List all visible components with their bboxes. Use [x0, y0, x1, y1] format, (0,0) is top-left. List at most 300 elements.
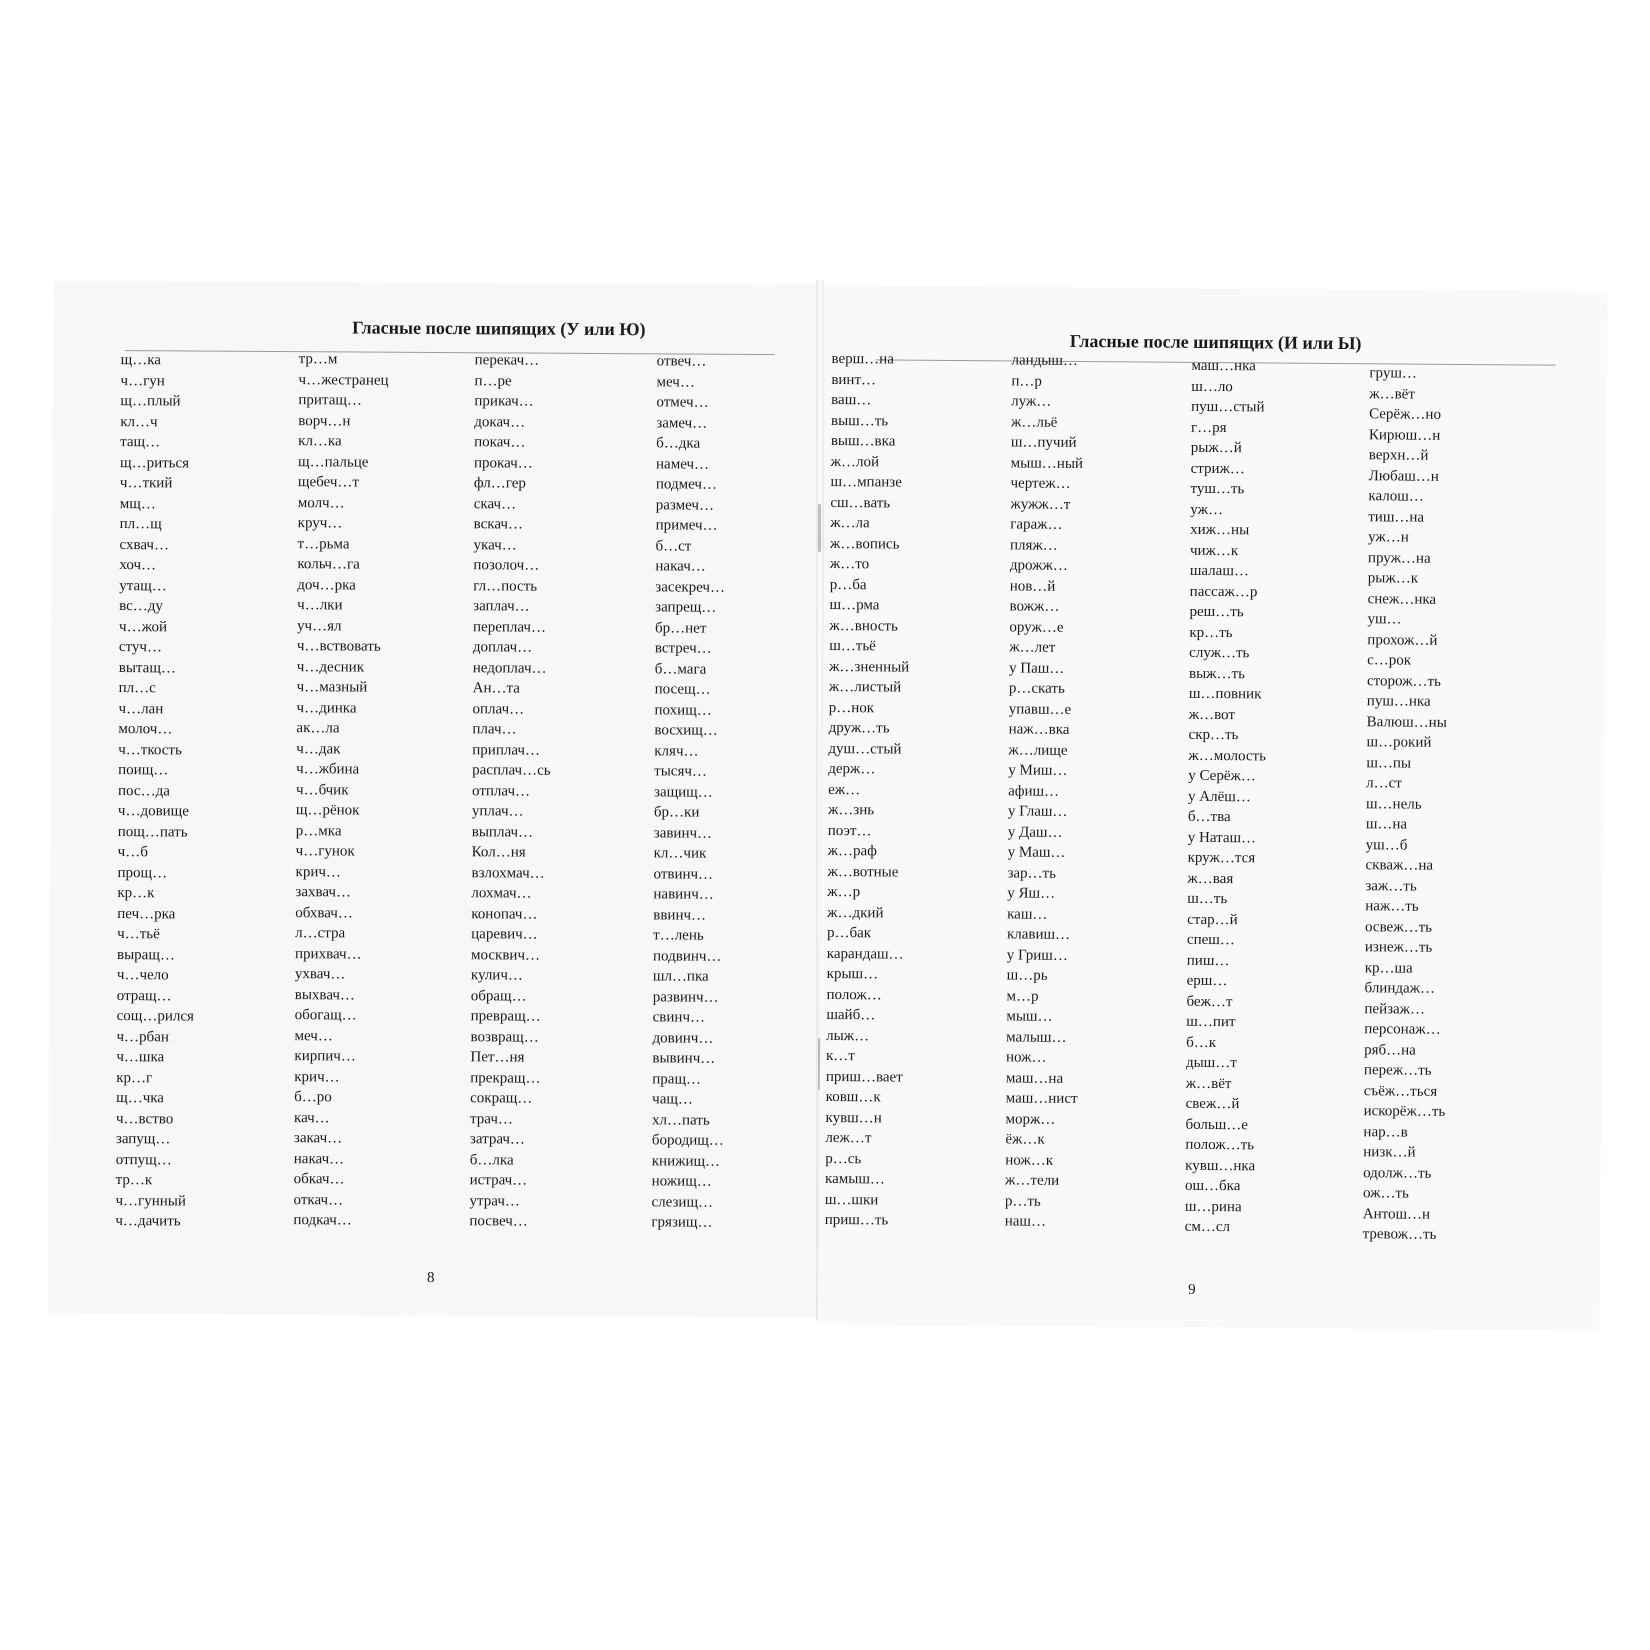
word-item: вскач…: [473, 516, 524, 533]
word-item: уш…: [1367, 611, 1402, 628]
word-item: хл…пать: [651, 1111, 710, 1129]
word-item: р…мка: [295, 822, 342, 839]
word-item: Валюш…ны: [1366, 713, 1447, 731]
word-item: рыж…й: [1190, 439, 1242, 457]
word-item: щ…плый: [120, 393, 181, 410]
word-item: пруж…на: [1367, 549, 1431, 567]
word-item: полож…: [826, 986, 882, 1003]
word-item: сш…вать: [830, 494, 891, 511]
word-item: винт…: [831, 371, 877, 388]
word-item: беж…т: [1186, 993, 1233, 1010]
word-item: р…нок: [828, 699, 875, 716]
word-item: хиж…ны: [1190, 521, 1250, 539]
word-item: тиш…на: [1368, 508, 1425, 526]
word-item: маш…на: [1005, 1069, 1064, 1087]
word-item: мщ…: [119, 495, 156, 512]
word-item: грязищ…: [651, 1214, 713, 1231]
word-item: царевич…: [471, 926, 538, 943]
word-item: выплач…: [471, 823, 534, 841]
word-item: туш…ть: [1190, 480, 1245, 498]
word-item: пос…да: [117, 782, 170, 799]
word-item: ножищ…: [651, 1173, 712, 1190]
word-item: у Глаш…: [1007, 803, 1068, 820]
word-item: низк…й: [1363, 1144, 1416, 1161]
word-item: навинч…: [653, 886, 714, 903]
word-item: стар…й: [1187, 911, 1238, 928]
word-item: лохмач…: [471, 885, 532, 902]
word-item: освеж…ть: [1365, 918, 1433, 936]
word-item: б…ст: [655, 537, 692, 555]
word-item: похищ…: [654, 701, 712, 719]
word-item: схвач…: [119, 536, 170, 553]
word-item: крыш…: [826, 965, 879, 983]
word-item: ряб…на: [1364, 1041, 1416, 1059]
word-item: позолоч…: [473, 557, 540, 574]
word-item: б…мага: [654, 660, 707, 678]
word-item: утащ…: [119, 577, 167, 594]
word-item: чертеж…: [1010, 475, 1071, 492]
word-item: ёж…к: [1005, 1131, 1045, 1148]
word-item: засекреч…: [655, 578, 726, 596]
word-item: щ…пальце: [298, 453, 369, 471]
word-item: укач…: [473, 536, 517, 553]
word-item: затрач…: [469, 1131, 526, 1148]
word-item: вожж…: [1009, 598, 1060, 615]
word-item: ж…лой: [830, 453, 880, 470]
word-item: служ…ть: [1189, 644, 1250, 662]
word-item: прихвач…: [295, 945, 362, 963]
page-number: 8: [427, 1269, 435, 1287]
word-item: кач…: [294, 1109, 330, 1126]
word-item: стуч…: [118, 639, 163, 656]
word-item: крич…: [294, 1068, 340, 1085]
page-number: 9: [1188, 1281, 1196, 1298]
word-item: вс…ду: [119, 598, 164, 615]
word-item: поищ…: [118, 762, 169, 779]
word-item: у Даш…: [1007, 823, 1063, 841]
word-item: р…ба: [829, 576, 867, 593]
word-item: подкач…: [293, 1212, 352, 1229]
word-item: сторож…ть: [1366, 672, 1441, 690]
word-item: шл…пка: [652, 968, 709, 985]
word-item: нов…й: [1009, 577, 1056, 595]
word-item: трач…: [469, 1110, 513, 1127]
word-item: ж…льё: [1010, 413, 1058, 431]
right-page: [818, 287, 1606, 1329]
word-item: полож…ть: [1185, 1136, 1255, 1154]
word-item: меч…: [294, 1027, 333, 1044]
word-item: у Наташ…: [1187, 829, 1257, 846]
word-column: [1363, 363, 1452, 1245]
word-item: развинч…: [652, 988, 719, 1006]
word-item: б…лка: [469, 1151, 514, 1168]
word-item: приш…ть: [824, 1211, 889, 1229]
word-item: ож…ть: [1362, 1185, 1409, 1202]
word-item: ш…нель: [1365, 795, 1422, 813]
word-item: ж…то: [829, 555, 870, 573]
word-item: ч…довище: [117, 803, 189, 820]
word-item: т…рьма: [297, 535, 350, 552]
word-item: ж…вность: [829, 617, 898, 635]
word-item: щебеч…т: [297, 474, 360, 491]
word-item: жужж…т: [1010, 495, 1071, 513]
word-item: ж…вотные: [827, 863, 899, 881]
word-item: искорёж…ть: [1363, 1103, 1446, 1120]
word-item: ввинч…: [653, 906, 707, 924]
word-item: ж…знь: [827, 801, 875, 819]
word-item: персонаж…: [1364, 1021, 1441, 1038]
word-item: притащ…: [298, 392, 362, 409]
word-item: ж…лет: [1009, 639, 1056, 656]
word-item: ворч…н: [298, 412, 351, 429]
word-item: наж…ть: [1365, 898, 1419, 915]
word-item: ч…вствовать: [296, 638, 381, 655]
word-item: одолж…ть: [1363, 1164, 1432, 1182]
word-item: отращ…: [116, 987, 172, 1004]
word-item: обращ…: [470, 987, 527, 1005]
word-item: прокач…: [474, 454, 533, 472]
word-item: завинч…: [653, 824, 713, 842]
word-item: ж…вёт: [1185, 1075, 1232, 1092]
word-item: ш…повник: [1188, 685, 1262, 703]
word-item: истрач…: [469, 1172, 528, 1189]
word-item: шайб…: [826, 1006, 876, 1024]
word-item: ч…рбан: [116, 1028, 169, 1045]
word-item: взлохмач…: [471, 864, 545, 882]
word-item: прощ…: [117, 864, 168, 881]
word-item: печ…рка: [117, 905, 176, 922]
word-item: ч…десник: [296, 658, 365, 676]
word-item: гараж…: [1010, 516, 1063, 533]
word-item: превращ…: [470, 1008, 541, 1025]
word-item: р…бак: [826, 924, 872, 942]
word-item: пляж…: [1009, 536, 1058, 554]
word-item: кл…ч: [120, 413, 158, 430]
word-item: бородищ…: [651, 1132, 724, 1149]
word-item: оплач…: [472, 700, 525, 718]
word-item: ж…молость: [1188, 747, 1267, 764]
word-item: ж…зненный: [829, 658, 910, 676]
word-item: ч…лки: [297, 597, 343, 614]
word-item: переплач…: [473, 618, 547, 636]
word-item: ш…рина: [1184, 1198, 1242, 1215]
word-item: восхищ…: [654, 722, 718, 739]
word-item: ч…динка: [296, 699, 357, 717]
word-item: г…ря: [1190, 419, 1227, 436]
word-item: маш…нка: [1191, 357, 1256, 375]
word-item: ч…тьё: [117, 926, 160, 943]
word-item: щ…ка: [120, 352, 162, 369]
word-item: кл…ка: [298, 433, 342, 450]
word-item: вытащ…: [118, 659, 176, 676]
word-item: рыж…к: [1367, 570, 1419, 587]
word-item: кр…г: [116, 1069, 153, 1086]
word-item: хоч…: [119, 557, 157, 574]
word-item: душ…стый: [828, 740, 902, 758]
word-item: выш…вка: [830, 432, 896, 450]
word-item: маш…нист: [1005, 1090, 1078, 1107]
word-item: круж…тся: [1187, 849, 1256, 867]
word-column: [293, 349, 388, 1231]
word-item: конопач…: [471, 905, 538, 923]
word-item: еж…: [828, 781, 861, 798]
word-item: заплач…: [473, 598, 530, 615]
word-item: пл…щ: [119, 516, 162, 533]
word-item: ч…шка: [116, 1049, 165, 1066]
word-item: накач…: [293, 1150, 345, 1167]
word-item: спеш…: [1186, 931, 1235, 949]
word-item: ковш…к: [825, 1088, 881, 1106]
word-item: ш…ло: [1191, 378, 1233, 395]
word-item: ландыш…: [1011, 352, 1079, 369]
word-item: шалаш…: [1189, 562, 1249, 580]
word-item: дрожж…: [1009, 557, 1068, 574]
word-item: довинч…: [652, 1029, 714, 1047]
word-item: книжищ…: [651, 1152, 721, 1170]
word-item: ш…мпанзе: [830, 473, 902, 491]
word-item: см…сл: [1184, 1218, 1231, 1236]
word-item: ж…тели: [1005, 1172, 1060, 1189]
word-item: кулич…: [470, 967, 523, 984]
word-item: недоплач…: [472, 659, 547, 677]
word-item: калош…: [1368, 488, 1424, 505]
word-item: запущ…: [115, 1131, 171, 1148]
word-item: подмеч…: [655, 476, 718, 493]
word-item: л…ст: [1366, 775, 1402, 792]
word-item: ак…ла: [296, 720, 340, 737]
word-item: съёж…ться: [1363, 1082, 1438, 1100]
word-item: малыш…: [1006, 1028, 1067, 1046]
word-item: приш…вает: [825, 1068, 903, 1086]
word-item: снеж…нка: [1367, 590, 1437, 608]
word-item: Антош…н: [1362, 1205, 1431, 1223]
word-item: б…дка: [656, 435, 701, 452]
word-item: обогащ…: [294, 1007, 357, 1024]
word-item: у Миш…: [1008, 762, 1068, 779]
word-item: кувш…нка: [1185, 1157, 1256, 1174]
word-item: Любаш…н: [1368, 467, 1439, 485]
word-item: отпущ…: [115, 1151, 172, 1168]
word-item: прохож…й: [1367, 631, 1438, 649]
word-item: ш…пит: [1186, 1013, 1236, 1031]
word-item: уч…ял: [297, 617, 342, 634]
word-item: молоч…: [118, 721, 173, 738]
word-item: Кол…ня: [471, 844, 526, 861]
word-item: ш…на: [1365, 816, 1408, 833]
word-item: лыж…: [826, 1027, 870, 1044]
word-item: бр…ки: [653, 804, 700, 821]
word-item: сокращ…: [470, 1090, 533, 1107]
word-item: молч…: [297, 494, 345, 511]
word-item: ж…р: [827, 883, 861, 901]
word-item: ж…раф: [827, 842, 877, 860]
word-item: накач…: [655, 558, 706, 575]
word-item: ч…жбина: [296, 761, 360, 778]
word-item: ж…лище: [1008, 741, 1068, 759]
word-item: запрещ…: [655, 599, 717, 616]
word-item: докач…: [474, 413, 526, 431]
word-item: плач…: [472, 721, 517, 738]
word-column: [651, 351, 728, 1233]
word-item: верхн…й: [1368, 447, 1429, 464]
word-item: пуш…стый: [1191, 398, 1265, 416]
word-item: ч…бчик: [296, 781, 349, 798]
word-item: тащ…: [120, 434, 161, 451]
word-item: ч…жестранец: [298, 371, 389, 389]
word-item: р…скать: [1008, 680, 1065, 697]
word-item: ч…дак: [296, 740, 341, 757]
word-item: у Серёж…: [1188, 767, 1256, 785]
word-item: уш…б: [1365, 836, 1408, 854]
word-item: крич…: [295, 863, 341, 880]
word-item: защищ…: [653, 783, 713, 801]
word-item: москвич…: [471, 946, 541, 964]
word-item: пощ…пать: [117, 823, 188, 840]
word-item: скач…: [473, 495, 517, 512]
word-item: у Паш…: [1009, 659, 1065, 677]
word-item: ч…лан: [118, 700, 164, 717]
word-item: пращ…: [652, 1070, 702, 1088]
word-item: отвинч…: [653, 865, 714, 883]
word-item: посещ…: [654, 681, 711, 698]
word-item: ч…б: [117, 844, 148, 861]
word-item: прикач…: [474, 393, 534, 410]
word-item: б…к: [1186, 1034, 1217, 1051]
word-item: реш…ть: [1189, 603, 1244, 621]
word-item: оруж…е: [1009, 618, 1064, 636]
word-item: нар…в: [1363, 1123, 1408, 1141]
word-item: отвеч…: [656, 353, 707, 370]
word-item: дыш…т: [1185, 1054, 1237, 1072]
word-item: ш…ть: [1187, 890, 1228, 908]
word-item: луж…: [1011, 393, 1052, 410]
word-item: сощ…рился: [116, 1008, 194, 1025]
word-item: ш…пы: [1366, 754, 1412, 772]
word-item: б…тва: [1187, 808, 1231, 826]
word-item: ч…гунный: [115, 1192, 186, 1209]
word-item: выращ…: [116, 946, 175, 963]
word-item: кувш…н: [825, 1109, 882, 1126]
word-item: выхвач…: [294, 986, 356, 1004]
word-item: доплач…: [472, 639, 533, 656]
word-item: выж…ть: [1188, 665, 1246, 682]
word-item: посвеч…: [469, 1213, 528, 1230]
word-column: [469, 350, 553, 1232]
word-item: скр…ть: [1188, 726, 1239, 744]
word-column: [1185, 356, 1269, 1238]
word-item: кр…ша: [1364, 959, 1413, 977]
word-item: пиш…: [1186, 952, 1230, 969]
word-item: тр…м: [298, 351, 338, 368]
word-item: ш…шки: [824, 1191, 879, 1208]
word-item: ч…ткость: [118, 741, 182, 758]
word-item: кольч…га: [297, 556, 360, 573]
word-column: [825, 349, 912, 1231]
word-item: р…ть: [1004, 1192, 1041, 1210]
word-item: ж…вая: [1187, 870, 1234, 887]
word-item: каш…: [1007, 905, 1048, 923]
word-item: захвач…: [295, 884, 352, 901]
word-item: ш…тьё: [829, 637, 876, 655]
word-item: покач…: [474, 434, 526, 451]
word-item: карандаш…: [826, 945, 904, 963]
word-item: уж…: [1190, 501, 1224, 518]
word-item: ваш…: [831, 391, 872, 409]
word-item: поэт…: [827, 822, 872, 839]
word-item: свинч…: [652, 1009, 706, 1026]
word-item: пл…с: [118, 680, 156, 697]
word-item: л…стра: [295, 925, 346, 942]
word-item: тр…к: [115, 1172, 153, 1189]
word-item: ухвач…: [294, 966, 346, 983]
word-item: круч…: [297, 515, 343, 532]
word-item: замеч…: [656, 414, 708, 432]
word-item: размеч…: [655, 496, 715, 514]
word-column: [115, 350, 198, 1232]
word-item: больш…е: [1185, 1116, 1249, 1133]
word-item: верш…на: [831, 350, 894, 368]
word-item: у Гриш…: [1006, 946, 1068, 964]
word-item: вывинч…: [652, 1050, 716, 1067]
word-item: кр…к: [117, 885, 155, 902]
word-item: груш…: [1369, 365, 1417, 382]
word-item: ерш…: [1186, 972, 1228, 990]
page-title: Гласные после шипящих (И или Ы): [1069, 330, 1362, 354]
word-item: возвращ…: [470, 1028, 539, 1046]
word-item: свеж…й: [1185, 1095, 1240, 1113]
word-item: п…ре: [474, 372, 512, 389]
word-item: тревож…ть: [1362, 1226, 1437, 1243]
word-item: ч…гунок: [295, 843, 355, 860]
word-item: Серёж…но: [1369, 406, 1442, 423]
word-item: пассаж…р: [1189, 583, 1258, 600]
word-item: ч…мазный: [296, 679, 368, 696]
word-item: кирпич…: [294, 1048, 356, 1065]
word-item: ш…пучий: [1010, 434, 1077, 451]
word-item: отмеч…: [656, 394, 709, 411]
word-item: камыш…: [825, 1170, 885, 1188]
word-item: нож…к: [1005, 1151, 1054, 1169]
word-item: откач…: [293, 1191, 344, 1208]
word-item: ж…вопись: [830, 535, 900, 553]
word-item: ш…рокий: [1366, 734, 1432, 751]
word-item: доч…рка: [297, 576, 356, 594]
word-item: подвинч…: [652, 947, 722, 965]
word-item: блиндаж…: [1364, 980, 1436, 997]
word-item: ж…вот: [1188, 706, 1235, 723]
staple: [818, 504, 821, 552]
word-item: гл…пость: [473, 577, 538, 595]
word-item: держ…: [828, 760, 876, 778]
word-item: ж…вёт: [1369, 385, 1415, 403]
word-item: м…р: [1006, 987, 1039, 1005]
word-item: наж…вка: [1008, 721, 1070, 738]
word-item: тысяч…: [654, 763, 707, 780]
word-item: пуш…нка: [1366, 693, 1431, 710]
word-item: скваж…на: [1365, 857, 1434, 874]
word-item: с…рок: [1367, 652, 1412, 669]
word-item: щ…риться: [120, 454, 190, 471]
word-item: уплач…: [471, 803, 524, 820]
word-item: выш…ть: [830, 412, 889, 429]
word-item: чащ…: [652, 1091, 693, 1108]
word-item: утрач…: [469, 1192, 520, 1210]
word-item: Кирюш…н: [1368, 426, 1441, 444]
word-item: расплач…сь: [472, 762, 551, 779]
word-item: афиш…: [1008, 782, 1060, 800]
word-item: кр…ть: [1189, 624, 1233, 641]
word-item: изнеж…ть: [1364, 939, 1433, 956]
